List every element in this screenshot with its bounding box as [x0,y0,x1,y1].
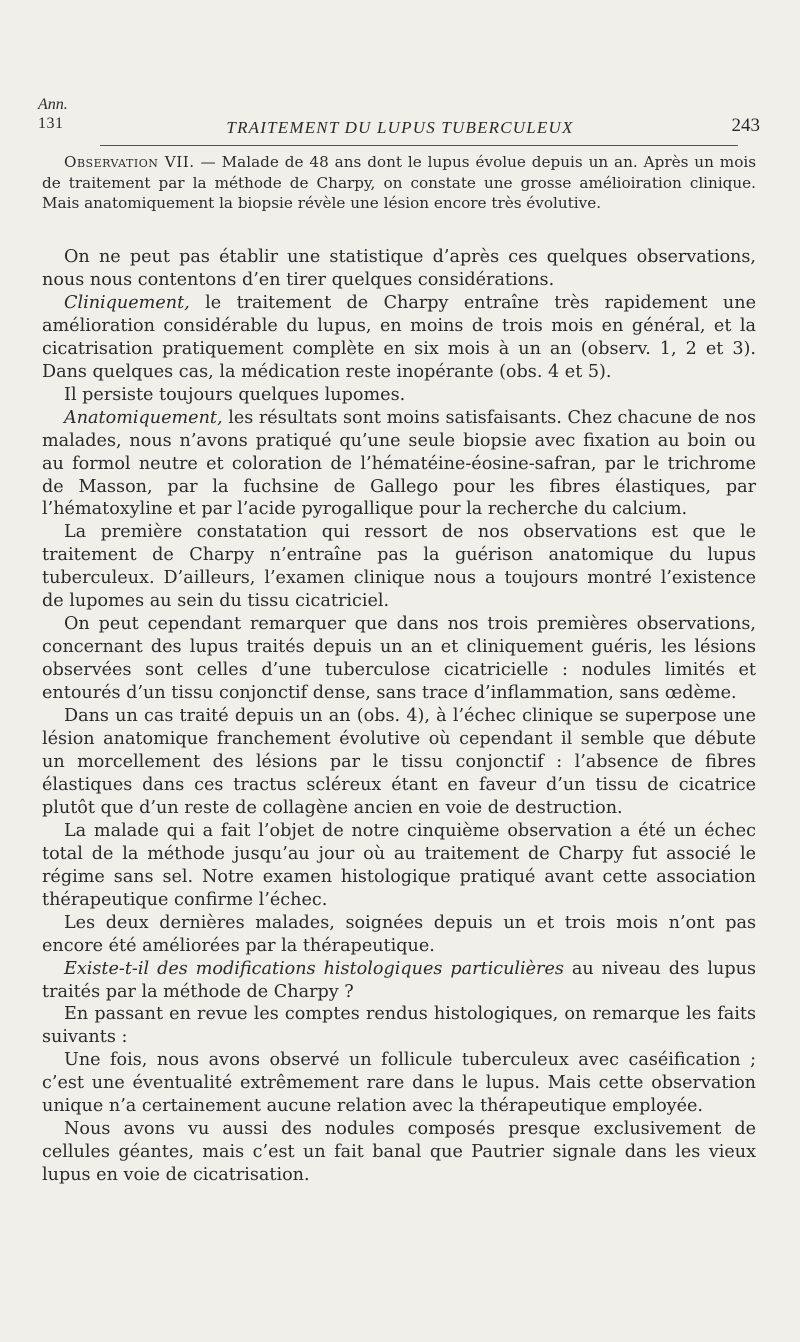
paragraph-emphasis: Existe-t-il des modifications histologiques particulières [64,958,564,979]
paragraph-emphasis: Cliniquement, [64,292,190,313]
paragraph: La malade qui a fait l’objet de notre cinquième observation a été un échec total de la méthode jusqu’au jour où au traitement de Charpy fut associé le régime sans sel. Notre examen histologique pratiqué avant cette association thérapeutique confirme l’échec. [42,820,756,910]
paragraph: La première constatation qui ressort de nos observations est que le traitement de Charpy n’entraîne pas la guérison anatomique du lupus tuberculeux. D’ailleurs, l’examen clinique nous a toujours montré l’existence de lupomes au sein du tissu cicatriciel. [42,522,756,612]
observation-note [42,152,756,214]
paragraph-emphasis: Anatomiquement, [64,407,223,428]
paragraph: Anatomiquement, les résultats sont moins satisfaisants. Chez chacune de nos malades, nous n’avons pratiqué qu’une seule biopsie avec fixation au boin ou au formol neutre et coloration de l’hématéine-éosine-safran, par le trichrome de Masson, par la fuchsine de Gallego pour les fibres élastiques, par l’hématoxyline et par l’acide pyrogallique pour la recherche du calcium. [42,407,756,520]
paragraph: Les deux dernières malades, soignées depuis un et trois mois n’ont pas encore été améliorées par la thérapeutique. [42,912,756,956]
paragraph: En passant en revue les comptes rendus histologiques, on remarque les faits suivants : [42,1004,756,1048]
header-rule [100,145,738,146]
paragraph: Nous avons vu aussi des nodules composés presque exclusivement de cellules géantes, mais c’est un fait banal que Pautrier signale dans les vieux lupus en voie de cicatrisation. [42,1119,756,1186]
running-title: TRAITEMENT DU LUPUS TUBERCULEUX [226,118,574,137]
paragraph: Il persiste toujours quelques lupomes. [64,384,406,405]
observation-text: — Malade de 48 ans dont le lupus évolue depuis un an. Après un mois de traitement par la méthode de Charpy, on constate une grosse amélioiration clinique. Mais anatomiquement la biopsie révèle une lésion encore très évolutive. [42,153,756,212]
paragraph: Une fois, nous avons observé un follicule tuberculeux avec caséification ; c’est une éventualité extrêmement rare dans le lupus. Mais cette observation unique n’a certainement aucune relation avec la thérapeutique employée. [42,1050,756,1117]
body-text [42,246,756,1187]
paragraph: Existe-t-il des modifications histologiques particulières au niveau des lupus traités par la méthode de Charpy ? [42,958,757,1002]
journal-abbreviation: Ann. [38,96,68,113]
paragraph: Cliniquement, le traitement de Charpy entraîne très rapidement une amélioration considérable du lupus, en moins de trois mois en général, et la cicatrisation pratiquement complète en six mois à un an (observ. 1, 2 et 3). Dans quelques cas, la médication reste inopérante (obs. 4 et 5). [42,292,756,382]
journal-volume: 131 [38,115,64,132]
observation-label: Observation VII. [64,153,195,171]
page-number: 243 [731,115,760,136]
paragraph: On peut cependant remarquer que dans nos trois premières observations, concernant des lupus traités depuis un an et cliniquement guéris, les lésions observées sont celles d’une tuberculose cicatricielle : nodules limités et entourés d’un tissu conjonctif dense, sans trace d’inflammation, sans œdème. [42,614,756,704]
paragraph: On ne peut pas établir une statistique d’après ces quelques observations, nous nous contentons d’en tirer quelques considérations. [42,247,756,290]
paragraph: Dans un cas traité depuis un an (obs. 4), à l’échec clinique se superpose une lésion anatomique franchement évolutive où cependant il semble que débute un morcellement des lésions par le tissu conjonctif : l’absence de fibres élastiques dans ces tractus scléreux étant en faveur d’un tissu de cicatrice plutôt que d’un reste de collagène ancien en voie de destruction. [42,706,756,818]
